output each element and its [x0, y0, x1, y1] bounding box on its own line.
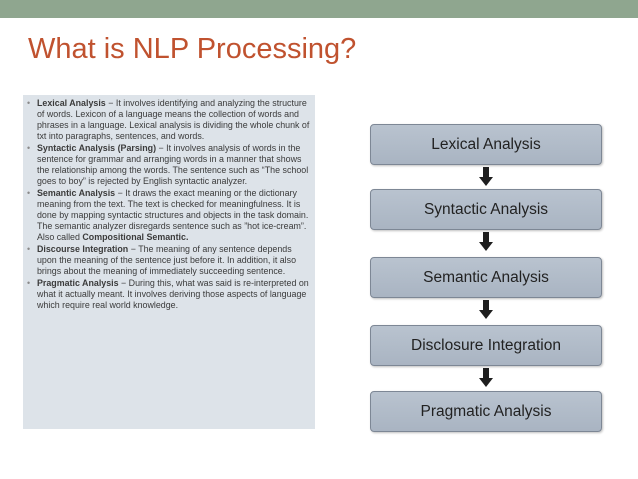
- bullet-discourse: [27, 244, 313, 277]
- bullet-list: [27, 98, 313, 312]
- down-arrow-icon: [478, 232, 494, 252]
- bullet-term-compositional: Compositional Semantic.: [82, 232, 189, 242]
- bullet-term: Syntactic Analysis (Parsing): [37, 143, 157, 153]
- bullet-text: − It involves identifying and analyzing the structure of words. Lexicon of a language means the collection of words and phrases in a language. Lexical analysis is dividing the whole chunk of txt into paragraphs, sentences, and words.: [37, 98, 310, 141]
- bullet-text: − The meaning of any sentence depends upon the meaning of the sentence just before it. In addition, it also brings about the meaning of immediately succeeding sentence.: [37, 244, 297, 276]
- flow-box-pragmatic: Pragmatic Analysis: [370, 391, 602, 432]
- bullet-dot-icon: •: [27, 98, 31, 108]
- bullet-term: Pragmatic Analysis: [37, 278, 119, 288]
- down-arrow-icon: [478, 300, 494, 320]
- text-panel: [23, 95, 315, 429]
- bullet-term: Discourse Integration: [37, 244, 129, 254]
- bullet-dot-icon: •: [27, 143, 31, 153]
- bullet-lexical: [27, 98, 313, 142]
- bullet-pragmatic: [27, 278, 313, 311]
- bullet-term: Lexical Analysis: [37, 98, 106, 108]
- flow-box-lexical: Lexical Analysis: [370, 124, 602, 165]
- bullet-dot-icon: •: [27, 188, 31, 198]
- top-accent-bar: [0, 0, 638, 18]
- flow-box-semantic: Semantic Analysis: [370, 257, 602, 298]
- bullet-text: − During this, what was said is re-interpreted on what it actually meant. It involves deriving those aspects of language which require real world knowledge.: [37, 278, 309, 310]
- bullet-term: Semantic Analysis: [37, 188, 116, 198]
- bullet-text: − It draws the exact meaning or the dictionary meaning from the text. The text is checked for meaningfulness. It is done by mapping syntactic structures and objects in the task domain. The semantic analyzer disregards sentence such as ”hot ice-cream”. Also called: [37, 188, 309, 242]
- flow-box-syntactic: Syntactic Analysis: [370, 189, 602, 230]
- bullet-semantic: [27, 188, 313, 243]
- bullet-syntactic: [27, 143, 313, 187]
- down-arrow-icon: [478, 368, 494, 388]
- bullet-text: − It involves analysis of words in the sentence for grammar and arranging words in a manner that shows the relationship among the words. The sentence such as “The school goes to boy” is rejected by English syntactic analyzer.: [37, 143, 309, 186]
- down-arrow-icon: [478, 167, 494, 187]
- bullet-dot-icon: •: [27, 278, 31, 288]
- bullet-dot-icon: •: [27, 244, 31, 254]
- flow-box-disclosure: Disclosure Integration: [370, 325, 602, 366]
- slide-title: What is NLP Processing?: [28, 33, 357, 65]
